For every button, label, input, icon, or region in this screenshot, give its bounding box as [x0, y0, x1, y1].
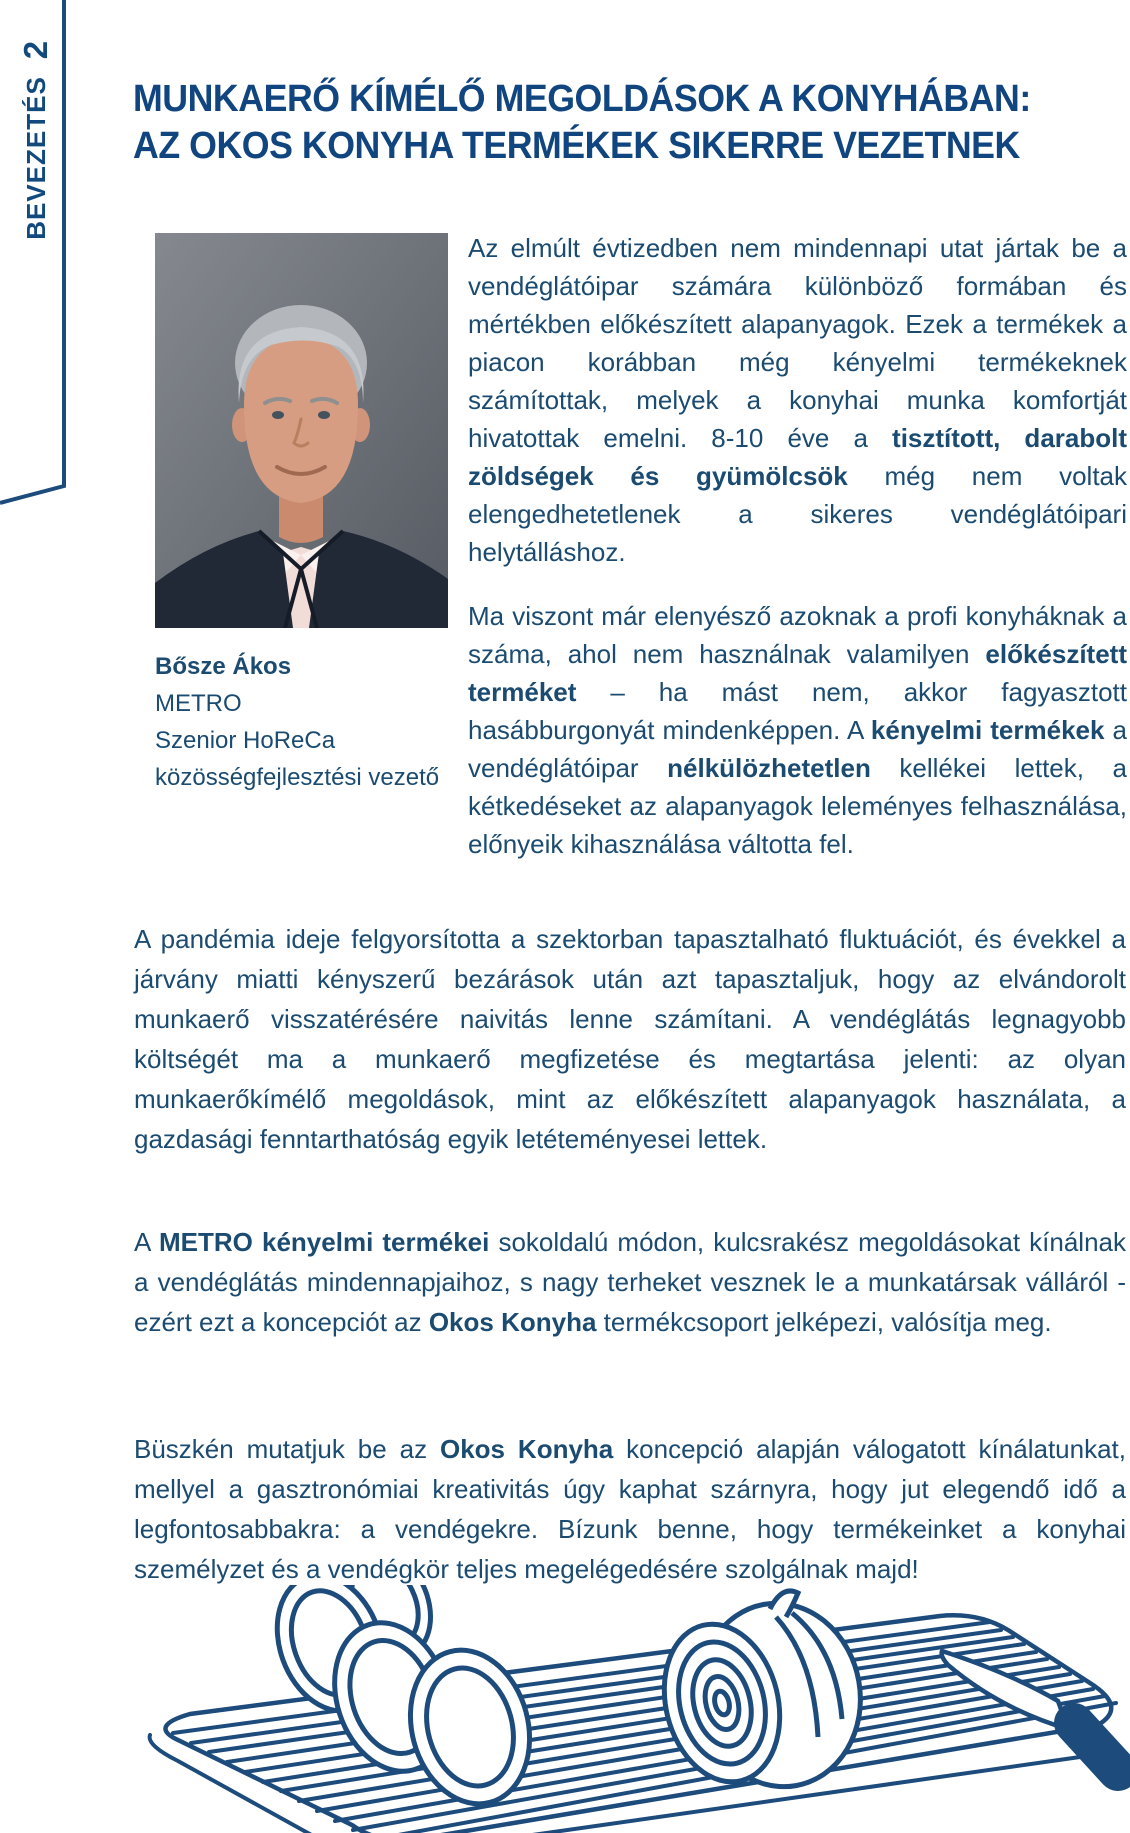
author-name: Bősze Ákos [155, 653, 292, 680]
portrait-photo [155, 233, 448, 628]
body-paragraph-2: A METRO kényelmi termékei sokoldalú módon, kulcsrakész megoldásokat kínálnak a vendéglátás mindennapjaihoz, s nagy terheket vesznek le a munkatársak válláról - ezért ezt a koncepciót az Okos Konyha termékcsoport jelképezi, valósítja meg. [134, 1227, 1126, 1337]
page-number: 2 [17, 40, 54, 60]
intro-paragraph-1: Az elmúlt évtizedben nem mindennapi utat jártak be a vendéglátóipar számára különböző formában és mértékben előkészített alapanyagok. Ezek a termékek a piacon korábban még kényelmi termékeknek számítottak, melyek a konyhai munka komfortját hivatottak emelni. 8-10 éve a tisztított, darabolt zöldségek és gyümölcsök még nem voltak elengedhetetlenek a sikeres vendéglátóipari helytálláshoz. [468, 233, 1128, 567]
body-paragraph-3: Büszkén mutatjuk be az Okos Konyha koncepció alapján válogatott kínálatunkat, mellyel a gasztronómiai kreativitás úgy kaphat szárnyra, hogy jut elegendő idő a legfontosabbakra: a vendégekre. Bízunk benne, hogy termékeinket a konyhai személyzet és a vendégkör teljes megelégedésére szolgálnak majd! [134, 1434, 1126, 1584]
photo-caption [155, 648, 455, 796]
body-paragraph-1: A pandémia ideje felgyorsította a szektorban tapasztalható fluktuációt, és évekkel a járvány miatti kényszerű bezárások után azt tapasztaljuk, hogy az elvándorolt munkaerő visszatérésére naivitás lenne számítani. A vendéglátás legnagyobb költségét ma a munkaerő megfizetése és megtartása jelenti: az olyan munkaerőkímélő megoldások, mint az előkészített alapanyagok használata, a gazdasági fenntarthatóság egyik letéteményesei lettek. [134, 924, 1126, 1154]
section-label: BEVEZETÉS [21, 76, 51, 240]
author-role-line1: Szenior HoReCa [155, 727, 336, 754]
intro-paragraph-2: Ma viszont már elenyésző azoknak a profi konyháknak a száma, ahol nem használnak valamilyen előkészített terméket – ha mást nem, akkor fagyasztott hasábburgonyát mindenképpen. A kényelmi termékek a vendéglátóipar nélkülözhetetlen kellékei lettek, a kétkedéseket az alapanyagok leleményes felhasználása, előnyeik kihasználása váltotta fel. [468, 601, 1127, 859]
article-title-line1: MUNKAERŐ KÍMÉLŐ MEGOLDÁSOK A KONYHÁBAN: [133, 78, 1031, 120]
author-company: METRO [155, 690, 242, 717]
article-title-line2: AZ OKOS KONYHA TERMÉKEK SIKERRE VEZETNEK [133, 125, 1020, 167]
article-title [133, 76, 1073, 170]
author-role-line2: közösségfejlesztési vezető [155, 764, 440, 791]
cutting-board-illustration [130, 1585, 1130, 1833]
